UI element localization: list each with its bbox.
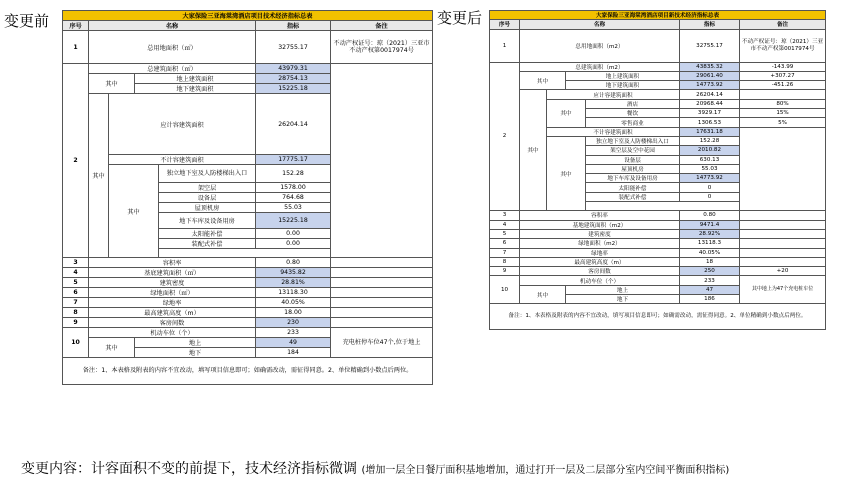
row-remark: -451.26 [740,81,826,90]
row-name: 基地建筑面积（m2） [520,220,680,229]
row-remark: 充电桩停车位47个,位于地上 [331,328,433,358]
header-name: 名称 [520,20,680,29]
row-name: 地下 [135,348,256,358]
row-name: 地下车库及设备用房 [159,213,256,229]
row-name: 绿地面积（m2） [520,239,680,248]
row-value: 15225.18 [256,84,331,94]
before-table-panel [62,10,432,385]
row-value: 32755.17 [680,29,740,62]
before-table-title: 大家保险三亚海棠湾酒店项目技术经济指标总表 [63,11,433,21]
row-no: 10 [63,328,89,358]
row-no: 9 [490,267,520,276]
row-name: 地下车库及设备用房 [586,174,680,183]
row-value: 26204.14 [256,94,331,155]
row-value: 40.05% [680,248,740,257]
row-value: 0.00 [256,239,331,249]
row-name: 容积率 [520,211,680,220]
row-name: 建筑密度 [520,229,680,238]
row-name: 总建筑面积（㎡） [89,64,256,74]
row-name: 架空层及空中花园 [586,146,680,155]
row-value: 40.05% [256,298,331,308]
row-name: 机动车位（个） [520,276,680,285]
row-remark [740,257,826,266]
row-value: 630.13 [680,155,740,164]
before-table [62,10,433,385]
row-name: 地上 [566,285,680,294]
row-remark: +307.27 [740,71,826,80]
row-name: 餐饮 [586,109,680,118]
row-name: 总用地面积（m2） [520,29,680,62]
row-name: 容积率 [89,258,256,268]
row-value: 26204.14 [680,90,740,99]
change-main: 变更内容：计容面积不变的前提下，技术经济指标微调 [21,461,357,477]
row-remark [331,64,433,258]
row-name: 总用地面积（㎡） [89,31,256,64]
row-name: 装配式补偿 [159,239,256,249]
change-description [21,458,729,478]
row-remark [740,248,826,257]
header-remark: 备注 [740,20,826,29]
row-name: 机动车位（个） [89,328,256,338]
row-name: 太阳能补偿 [159,229,256,239]
row-value: 3929.17 [680,109,740,118]
row-remark: 80% [740,99,826,108]
row-name: 装配式补偿 [586,192,680,201]
row-name: 地上 [135,338,256,348]
row-name: 建筑密度 [89,278,256,288]
change-detail: (增加一层全日餐厅面积基地增加，通过打开一层及二层部分室内空间平衡面积指标) [361,465,730,476]
row-value: 1578.00 [256,183,331,193]
row-name: 设备层 [586,155,680,164]
row-value: 28.81% [256,278,331,288]
header-no: 序号 [63,21,89,31]
row-name: 酒店 [586,99,680,108]
after-table-title: 大家保险三亚海棠湾酒店项目新技术经济指标总表 [490,11,826,20]
row-name: 独立地下室及人防楼梯出入口 [586,136,680,145]
before-label: 变更前 [4,12,50,30]
row-value: 14773.92 [680,174,740,183]
row-value: 764.68 [256,193,331,203]
row-no: 1 [490,29,520,62]
row-value: 2010.82 [680,146,740,155]
after-table [489,10,826,330]
row-no: 5 [490,229,520,238]
row-value: 29061.40 [680,71,740,80]
row-value: 17775.17 [256,155,331,165]
row-remark: 5% [740,118,826,127]
row-value: 233 [680,276,740,285]
row-no: 3 [63,258,89,268]
row-value: 28754.13 [256,74,331,84]
row-remark [740,239,826,248]
table-note: 备注：1、本表格及附表的内容不宜改动，填写项目信息即可；如确需改动，需征得同意。2、单位精确到小数点后两位。 [490,304,826,330]
row-name: 最高建筑高度（m） [89,308,256,318]
row-value: 20968.44 [680,99,740,108]
row-no: 9 [63,318,89,328]
row-remark: 15% [740,109,826,118]
row-name: 架空层 [159,183,256,193]
row-value: 47 [680,285,740,294]
row-name: 客房间数 [89,318,256,328]
after-table-panel [489,10,825,330]
header-no: 序号 [490,20,520,29]
row-name: 总建筑面积（m2） [520,62,680,71]
row-name: 绿地率 [520,248,680,257]
row-remark: 不动产权证号：琼（2021）三亚市不动产权第0017974号 [331,31,433,64]
header-name: 名称 [89,21,256,31]
row-no: 6 [63,288,89,298]
header-value: 指标 [256,21,331,31]
row-name: 绿地面积（㎡） [89,288,256,298]
row-no: 8 [63,308,89,318]
row-name: 独立地下室及人防楼梯出入口 [159,165,256,183]
row-name: 地上建筑面积 [566,71,680,80]
qizhong-label: 其中 [520,90,547,211]
row-value: 0.00 [256,229,331,239]
row-name: 地上建筑面积 [135,74,256,84]
row-no: 1 [63,31,89,64]
row-value: 230 [256,318,331,328]
qizhong-label: 其中 [547,99,586,127]
row-no: 6 [490,239,520,248]
row-value: 55.03 [680,164,740,173]
row-name: 地下建筑面积 [135,84,256,94]
row-no: 10 [490,276,520,304]
row-no: 2 [63,64,89,258]
row-no: 4 [490,220,520,229]
row-value: 152.28 [680,136,740,145]
row-value: 152.28 [256,165,331,183]
row-no: 2 [490,62,520,211]
row-value: 9435.82 [256,268,331,278]
row-remark: 不动产权证号：琼（2021）三亚市不动产权第0017974号 [740,29,826,62]
row-remark: 其中地上为47个充电桩车位 [740,276,826,304]
after-label: 变更后 [437,9,483,27]
row-no: 7 [63,298,89,308]
row-value: 9471.4 [680,220,740,229]
row-value: 49 [256,338,331,348]
row-name: 屋顶机房 [159,203,256,213]
row-no: 3 [490,211,520,220]
row-value: 55.03 [256,203,331,213]
row-value: 18 [680,257,740,266]
row-value: 32755.17 [256,31,331,64]
row-value: 0 [680,192,740,201]
row-remark [740,220,826,229]
qizhong-label: 其中 [89,74,135,94]
row-name: 地下 [566,295,680,304]
row-no: 7 [490,248,520,257]
qizhong-label: 其中 [520,285,566,304]
row-name: 客房间数 [520,267,680,276]
row-no: 4 [63,268,89,278]
row-value: 0.80 [256,258,331,268]
qizhong-label: 其中 [520,71,566,90]
row-value: 15225.18 [256,213,331,229]
row-remark [740,211,826,220]
row-name: 最高建筑高度（m） [520,257,680,266]
row-remark: -143.99 [740,62,826,71]
row-name: 绿地率 [89,298,256,308]
row-name: 应计容建筑面积 [547,90,680,99]
table-note: 备注：1、本表格及附表的内容不宜改动，填写项目信息即可；如确需改动，需征得同意。2、单位精确到小数点后两位。 [63,358,433,385]
row-value: 13118.30 [256,288,331,298]
row-no: 5 [63,278,89,288]
qizhong-label: 其中 [547,136,586,210]
row-value: 17631.18 [680,127,740,136]
row-name: 基底建筑面积（㎡） [89,268,256,278]
row-name: 太阳能补偿 [586,183,680,192]
row-remark [740,229,826,238]
qizhong-label: 其中 [89,338,135,358]
row-value: 28.92% [680,229,740,238]
row-name: 不计容建筑面积 [547,127,680,136]
header-remark: 备注 [331,21,433,31]
row-name: 屋顶机房 [586,164,680,173]
row-value: 233 [256,328,331,338]
row-name: 应计容建筑面积 [109,94,256,155]
row-name: 零售商业 [586,118,680,127]
row-name: 不计容建筑面积 [109,155,256,165]
row-value: 184 [256,348,331,358]
row-value: 18.00 [256,308,331,318]
row-value: 1306.53 [680,118,740,127]
row-value: 43835.32 [680,62,740,71]
header-value: 指标 [680,20,740,29]
row-value: 186 [680,295,740,304]
row-name: 地下建筑面积 [566,81,680,90]
row-value: 43979.31 [256,64,331,74]
row-value: 0.80 [680,211,740,220]
row-value: 13118.3 [680,239,740,248]
qizhong-label: 其中 [89,94,109,258]
row-name: 设备层 [159,193,256,203]
row-no: 8 [490,257,520,266]
row-remark: +20 [740,267,826,276]
row-value: 14773.92 [680,81,740,90]
row-value: 250 [680,267,740,276]
qizhong-label: 其中 [109,165,159,258]
row-value: 0 [680,183,740,192]
